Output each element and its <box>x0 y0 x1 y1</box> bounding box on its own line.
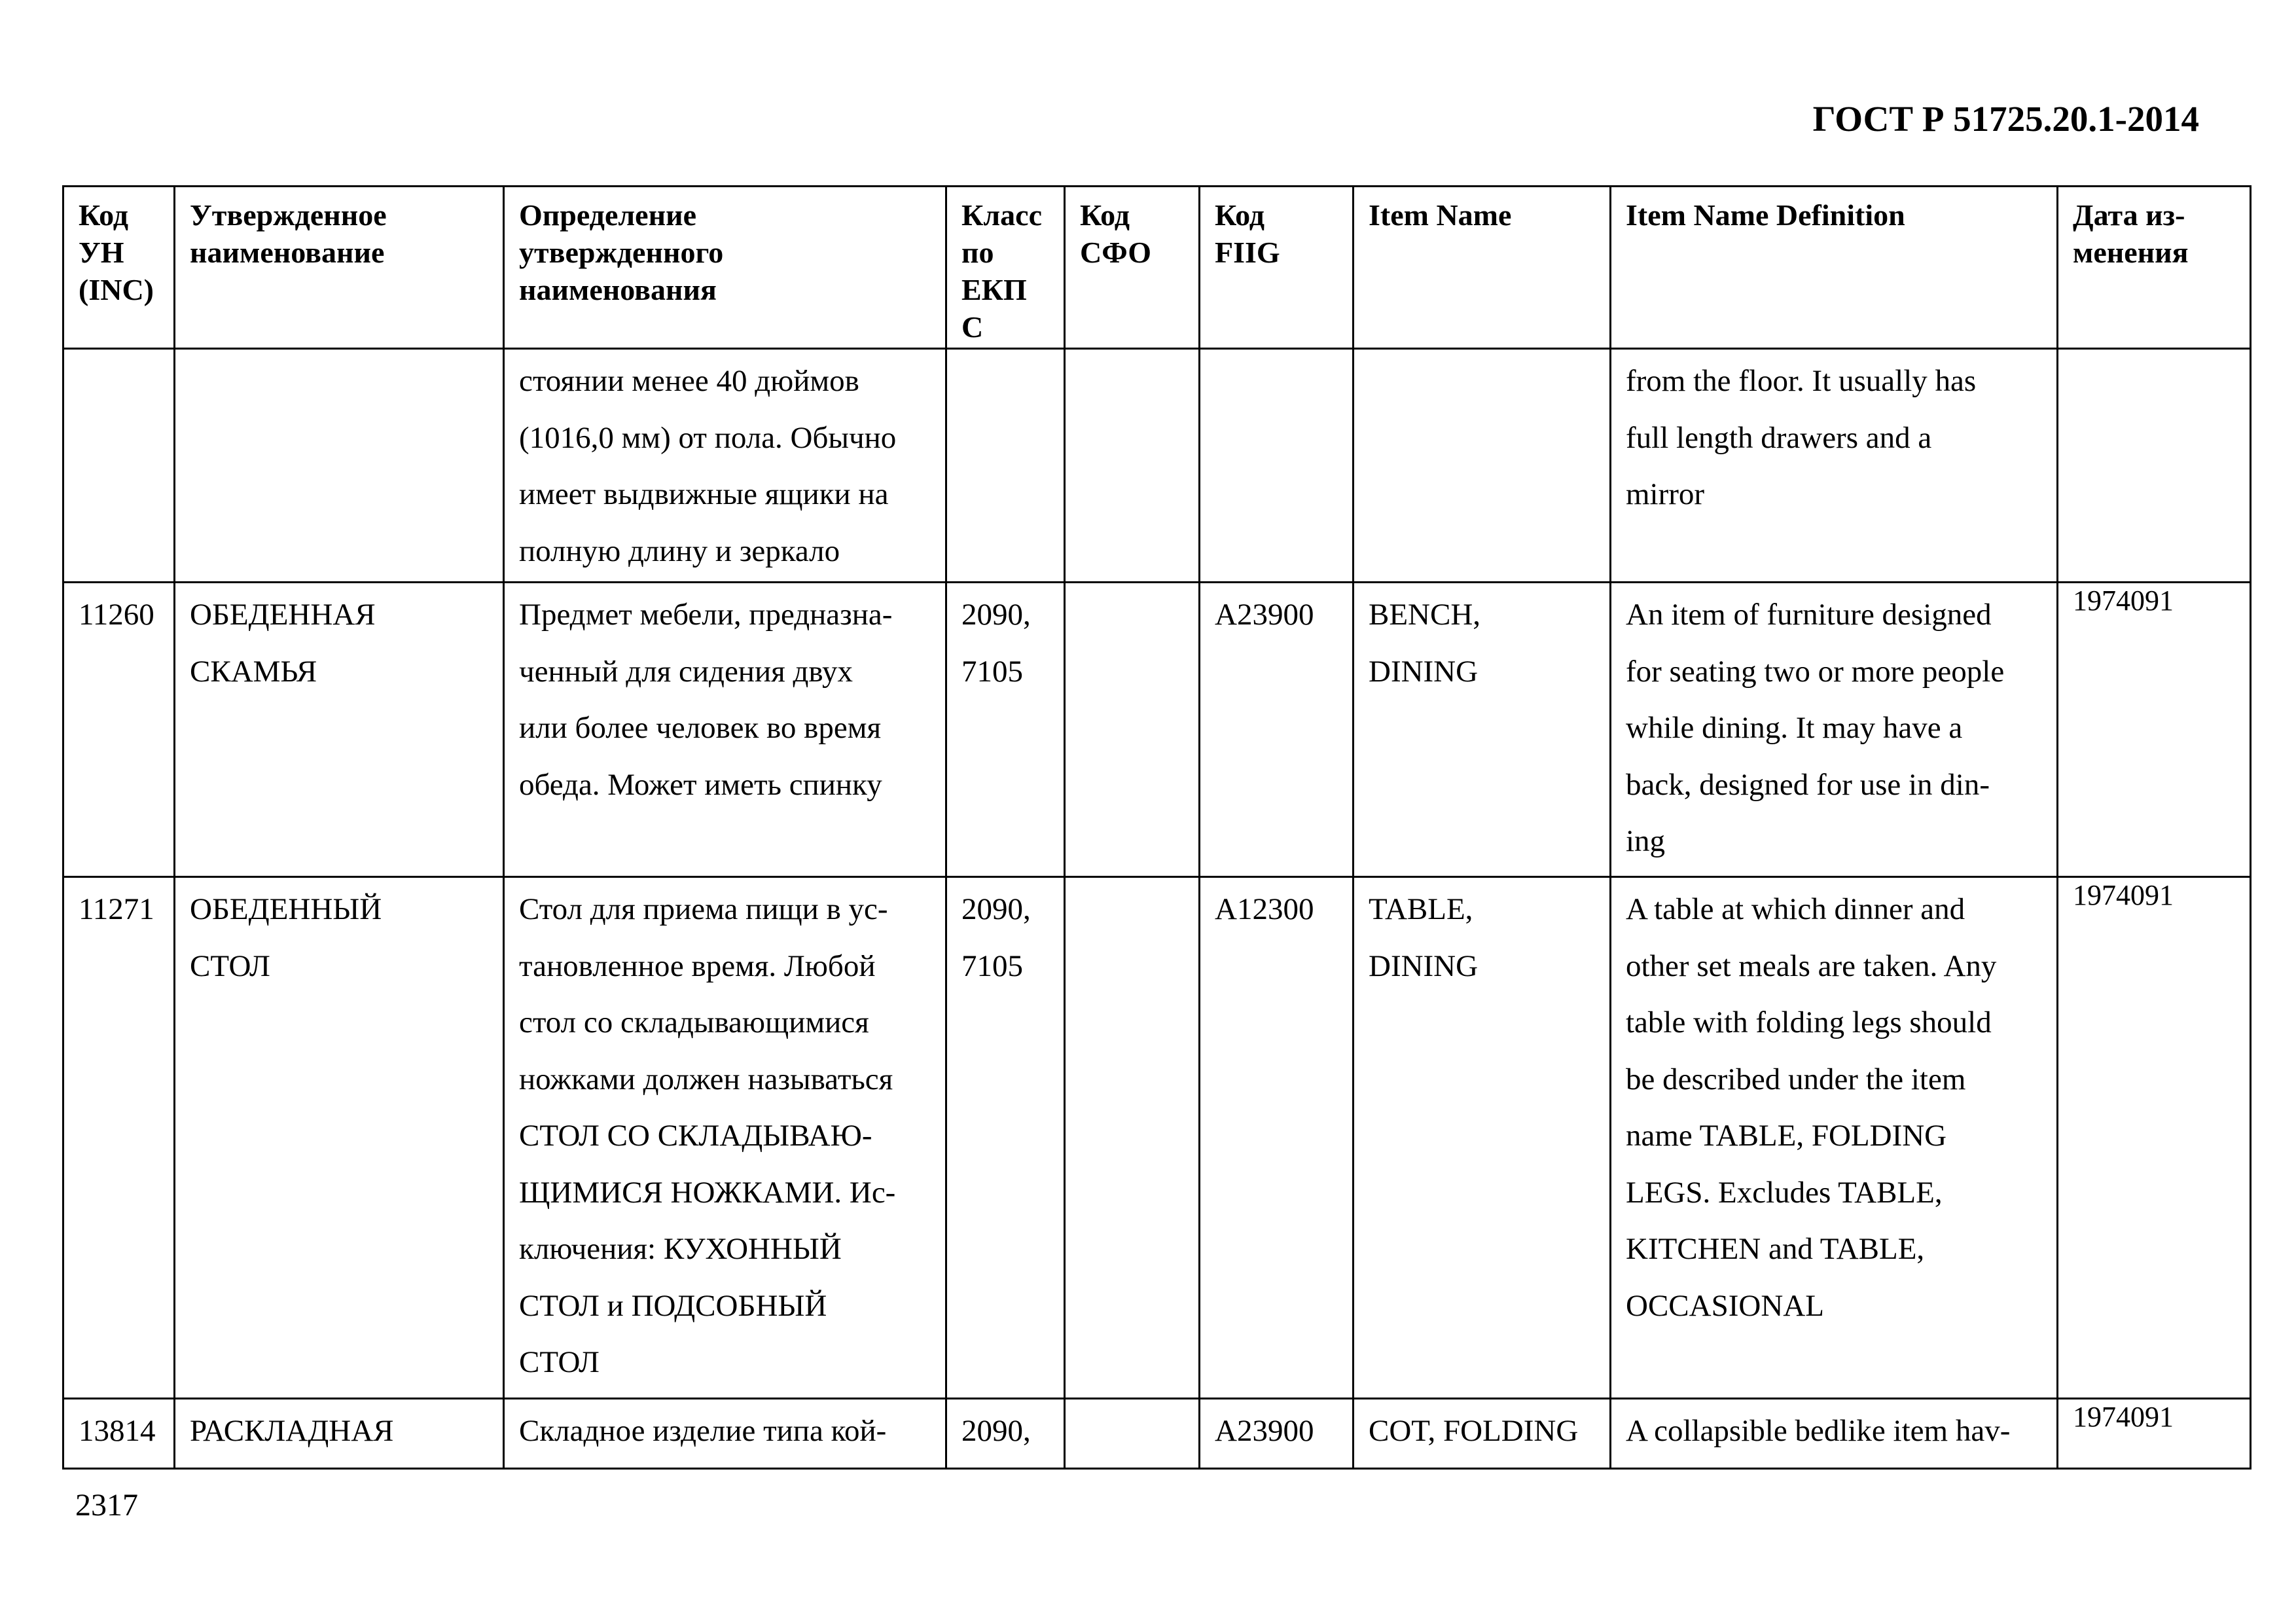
cell-item-name: BENCH, DINING <box>1354 583 1611 877</box>
cell-fiig: A12300 <box>1200 877 1354 1399</box>
page-number: 2317 <box>75 1488 138 1523</box>
cell-definition-ru: Складное изделие типа кой- <box>504 1399 946 1469</box>
cell-approved-name <box>175 349 504 583</box>
header-item-name: Item Name <box>1354 187 1611 349</box>
cell-inc: 11271 <box>63 877 175 1399</box>
table-row <box>63 877 2251 1399</box>
cell-fiig: A23900 <box>1200 583 1354 877</box>
table-row <box>63 583 2251 877</box>
cell-definition-ru: Стол для приема пищи в ус- тановленное время. Любой стол со складывающимися ножками должен называться СТОЛ СО СКЛАДЫВАЮ- ЩИМИСЯ НОЖКАМИ. Ис- ключения: КУХОННЫЙ СТОЛ и ПОДСОБНЫЙ СТОЛ <box>504 877 946 1399</box>
table-row <box>63 1399 2251 1469</box>
cell-inc: 11260 <box>63 583 175 877</box>
header-fiig: Код FIIG <box>1200 187 1354 349</box>
cell-sfo <box>1065 877 1200 1399</box>
cell-approved-name: ОБЕДЕННАЯ СКАМЬЯ <box>175 583 504 877</box>
cell-class: 2090, 7105 <box>946 583 1065 877</box>
cell-class: 2090, 7105 <box>946 877 1065 1399</box>
header-definition-ru: Определение утвержденного наименования <box>504 187 946 349</box>
document-standard-header: ГОСТ Р 51725.20.1-2014 <box>1812 99 2199 139</box>
header-change-date: Дата из- менения <box>2058 187 2251 349</box>
cell-item-name <box>1354 349 1611 583</box>
cell-inc: 13814 <box>63 1399 175 1469</box>
cell-change-date <box>2058 349 2251 583</box>
table-row <box>63 349 2251 583</box>
cell-change-date: 1974091 <box>2058 1399 2251 1469</box>
cell-definition-ru: стоянии менее 40 дюймов (1016,0 мм) от пола. Обычно имеет выдвижные ящики на полную длину и зеркало <box>504 349 946 583</box>
cell-item-name: COT, FOLDING <box>1354 1399 1611 1469</box>
cell-item-name-definition: An item of furniture designed for seating two or more people while dining. It may have a back, designed for use in din- ing <box>1611 583 2058 877</box>
cell-definition-ru: Предмет мебели, предназна- ченный для сидения двух или более человек во время обеда. Может иметь спинку <box>504 583 946 877</box>
cell-item-name-definition: from the floor. It usually has full length drawers and a mirror <box>1611 349 2058 583</box>
cell-change-date: 1974091 <box>2058 877 2251 1399</box>
cell-sfo <box>1065 583 1200 877</box>
cell-item-name-definition: A collapsible bedlike item hav- <box>1611 1399 2058 1469</box>
cell-approved-name: РАСКЛАДНАЯ <box>175 1399 504 1469</box>
cell-change-date: 1974091 <box>2058 583 2251 877</box>
cell-sfo <box>1065 1399 1200 1469</box>
cell-fiig: A23900 <box>1200 1399 1354 1469</box>
header-class: Класс по ЕКП С <box>946 187 1065 349</box>
header-item-name-definition: Item Name Definition <box>1611 187 2058 349</box>
table-header-row <box>63 187 2251 349</box>
cell-item-name-definition: A table at which dinner and other set meals are taken. Any table with folding legs should be described under the item name TABLE, FOLDING LEGS. Excludes TABLE, KITCHEN and TABLE, OCCASIONAL <box>1611 877 2058 1399</box>
header-approved-name: Утвержденное наименование <box>175 187 504 349</box>
cell-class <box>946 349 1065 583</box>
header-inc: Код УН (INC) <box>63 187 175 349</box>
cell-sfo <box>1065 349 1200 583</box>
cell-item-name: TABLE, DINING <box>1354 877 1611 1399</box>
cell-inc <box>63 349 175 583</box>
header-sfo: Код СФО <box>1065 187 1200 349</box>
cell-class: 2090, <box>946 1399 1065 1469</box>
cell-fiig <box>1200 349 1354 583</box>
items-table <box>62 185 2251 1470</box>
cell-approved-name: ОБЕДЕННЫЙ СТОЛ <box>175 877 504 1399</box>
